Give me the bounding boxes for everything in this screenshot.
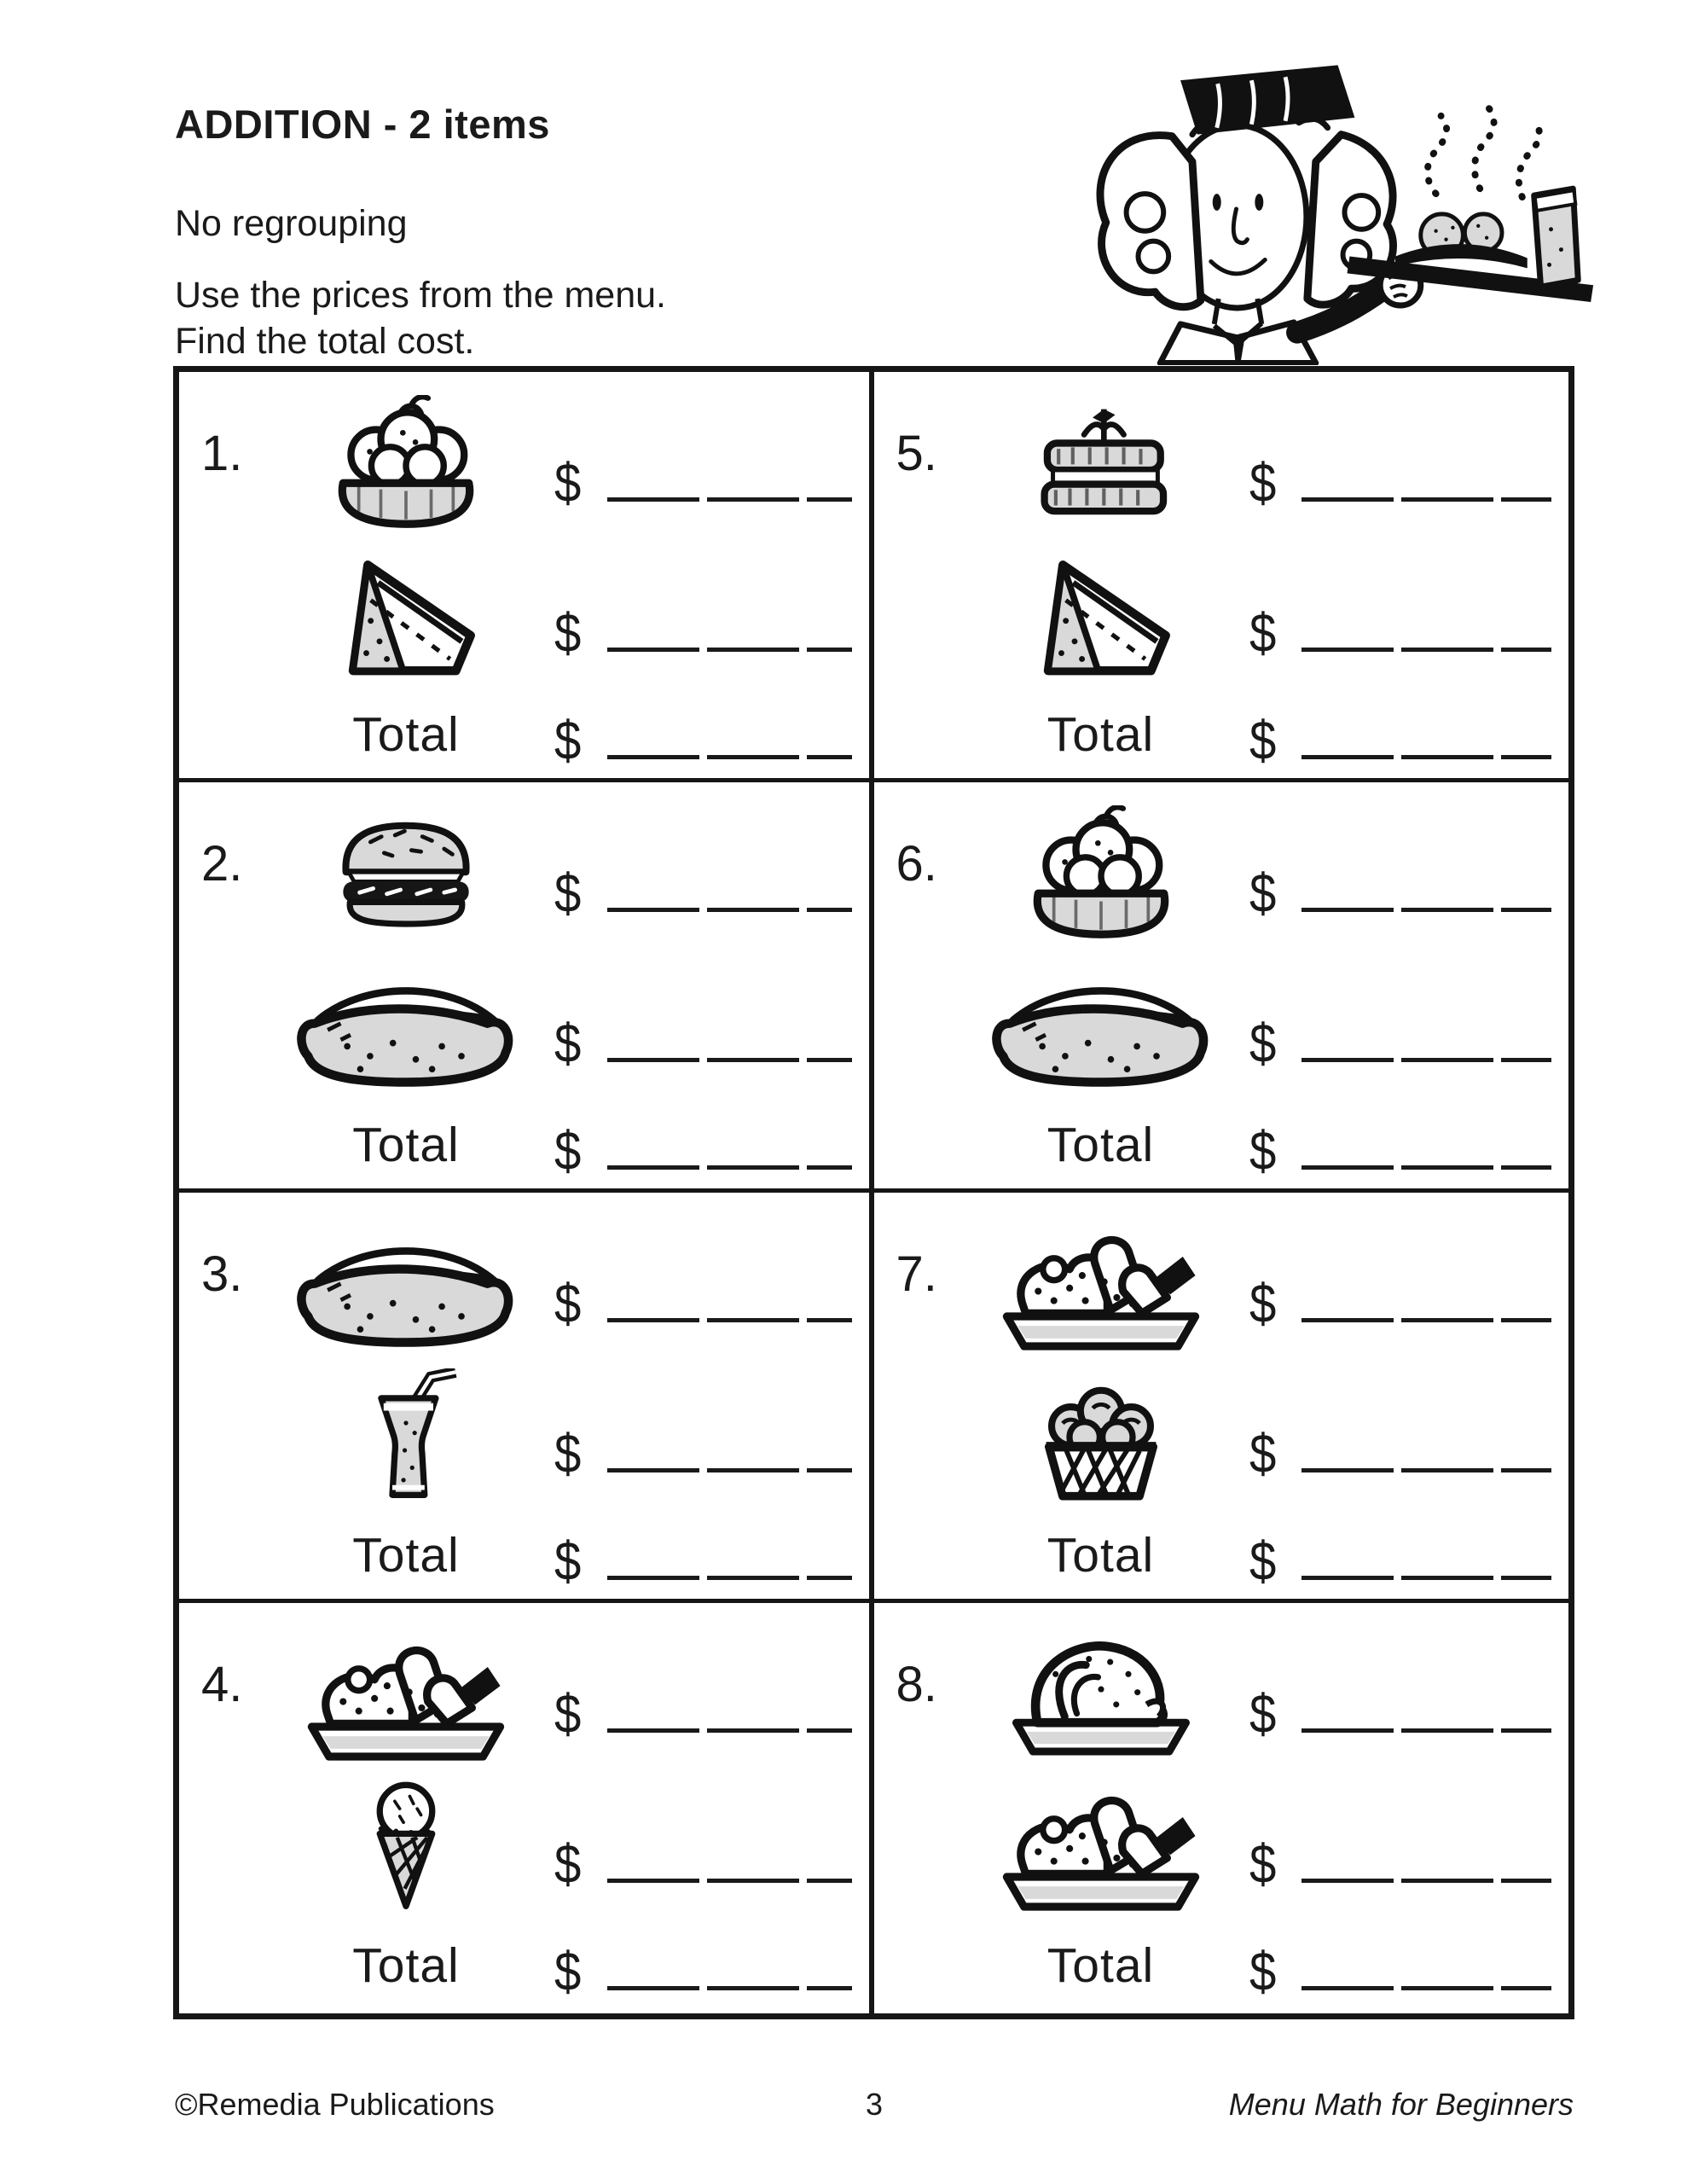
food-image [258,391,554,541]
price-blank[interactable] [1301,497,1551,502]
price-blank[interactable] [607,1468,852,1472]
hamburger-icon [324,815,488,938]
club-sandwich-icon [1016,395,1186,537]
item-row [874,1622,1569,1772]
total-blank[interactable] [1301,1986,1551,1990]
problem-cell-4 [179,1603,874,2013]
price-blank[interactable] [607,497,852,502]
item-row [874,1211,1569,1362]
food-image [953,1772,1249,1922]
price-blank[interactable] [1301,1318,1551,1322]
hot-dog-icon [987,961,1215,1092]
fried-chicken-platter-icon [991,1776,1211,1918]
dollar-sign: $ [1249,601,1276,664]
food-image [953,1362,1249,1512]
problem-cell-8 [874,1603,1569,2013]
footer-publisher: ©Remedia Publications [175,2087,495,2122]
waitress-illustration [979,43,1605,365]
price-blank[interactable] [607,908,852,912]
dollar-sign: $ [1249,1940,1276,2002]
total-entry [554,1512,869,1599]
total-blank[interactable] [1301,755,1551,759]
total-label: Total [1046,1938,1155,1993]
item-row [874,1362,1569,1512]
price-entry [554,1772,869,1922]
total-blank[interactable] [1301,1165,1551,1170]
food-image [258,1362,554,1512]
problem-number: 3. [201,1246,243,1302]
price-entry [1249,391,1569,541]
food-image [953,391,1249,541]
dollar-sign: $ [554,601,582,664]
total-blank[interactable] [1301,1576,1551,1580]
item-row [179,1772,869,1922]
ice-cream-cone-icon [350,1779,462,1916]
total-entry [1249,1101,1569,1188]
total-entry [554,1101,869,1188]
total-row [179,1101,869,1188]
fried-chicken-platter-icon [991,1216,1211,1357]
total-blank[interactable] [607,755,852,759]
dollar-sign: $ [554,709,582,771]
footer-page-number: 3 [865,2087,884,2122]
total-label: Total [352,1938,460,1993]
price-blank[interactable] [607,1879,852,1883]
price-blank[interactable] [1301,1728,1551,1733]
total-label: Total [1046,1118,1155,1172]
problem-number: 8. [896,1657,937,1712]
food-image [953,541,1249,691]
price-blank[interactable] [607,648,852,652]
instructions-line-1: Use the prices from the menu. [175,275,666,316]
total-row [874,1512,1569,1599]
ice-cream-sundae-icon [311,395,501,537]
total-row [179,691,869,778]
cake-slice-icon [1006,550,1196,682]
roast-turkey-icon [994,1629,1208,1765]
problem-number: 1. [201,426,243,481]
price-blank[interactable] [1301,648,1551,652]
food-image [953,801,1249,951]
price-entry [554,391,869,541]
price-blank[interactable] [607,1058,852,1062]
total-entry [554,1922,869,2009]
dollar-sign: $ [554,862,582,924]
dollar-sign: $ [1249,1119,1276,1182]
item-row [874,541,1569,691]
total-row [874,1922,1569,2009]
item-row [179,801,869,951]
total-row [874,1101,1569,1188]
total-entry [554,691,869,778]
problem-number: 2. [201,836,243,892]
price-entry [554,801,869,951]
fried-chicken-platter-icon [296,1626,516,1768]
food-image [258,541,554,691]
price-entry [1249,801,1569,951]
ice-cream-sundae-icon [1006,805,1196,947]
food-image [258,1622,554,1772]
page-title: ADDITION - 2 items [175,102,550,147]
roll-basket-icon [1018,1368,1184,1506]
dollar-sign: $ [1249,1272,1276,1334]
food-image [258,801,554,951]
total-label: Total [352,1118,460,1172]
total-blank[interactable] [607,1165,852,1170]
price-entry [1249,1362,1569,1512]
dollar-sign: $ [554,451,582,514]
price-blank[interactable] [1301,1468,1551,1472]
dollar-sign: $ [1249,1833,1276,1895]
total-entry [1249,1922,1569,2009]
price-entry [1249,1211,1569,1362]
price-blank[interactable] [1301,1058,1551,1062]
food-image [258,1772,554,1922]
problem-cell-5 [874,372,1569,782]
price-entry [1249,951,1569,1101]
dollar-sign: $ [554,1530,582,1592]
dollar-sign: $ [554,1012,582,1074]
food-image [953,1211,1249,1362]
food-image [953,951,1249,1101]
item-row [179,391,869,541]
item-row [179,951,869,1101]
price-entry [554,541,869,691]
food-image [953,1622,1249,1772]
problem-number: 7. [896,1246,937,1302]
problem-cell-1 [179,372,874,782]
dollar-sign: $ [1249,1012,1276,1074]
price-entry [1249,541,1569,691]
price-entry [554,1622,869,1772]
footer-book-title: Menu Math for Beginners [1228,2087,1574,2122]
total-label: Total [352,1528,460,1583]
total-entry [1249,691,1569,778]
price-blank[interactable] [607,1318,852,1322]
total-blank[interactable] [607,1986,852,1990]
page-footer [175,2087,1574,2123]
item-row [179,1362,869,1512]
dollar-sign: $ [554,1940,582,2002]
item-row [179,1211,869,1362]
dollar-sign: $ [554,1682,582,1745]
price-entry [554,1362,869,1512]
price-blank[interactable] [1301,908,1551,912]
problem-cell-6 [874,782,1569,1193]
item-row [874,391,1569,541]
soda-glass-icon [344,1368,468,1505]
total-row [179,1922,869,2009]
dollar-sign: $ [1249,862,1276,924]
food-image [258,1211,554,1362]
total-label: Total [1046,707,1155,762]
price-entry [1249,1622,1569,1772]
dollar-sign: $ [554,1119,582,1182]
price-blank[interactable] [1301,1879,1551,1883]
total-row [874,691,1569,778]
problem-number: 4. [201,1657,243,1712]
instructions-line-2: Find the total cost. [175,321,475,362]
dollar-sign: $ [554,1833,582,1895]
problems-grid [173,366,1574,2019]
cake-slice-icon [311,550,501,682]
price-entry [554,951,869,1101]
food-image [258,951,554,1101]
problem-cell-3 [179,1193,874,1603]
total-entry [1249,1512,1569,1599]
problem-number: 6. [896,836,937,892]
item-row [874,951,1569,1101]
problem-cell-7 [874,1193,1569,1603]
item-row [874,1772,1569,1922]
total-label: Total [1046,1528,1155,1583]
total-row [179,1512,869,1599]
dollar-sign: $ [1249,1530,1276,1592]
price-entry [554,1211,869,1362]
dollar-sign: $ [554,1272,582,1334]
dollar-sign: $ [1249,1682,1276,1745]
price-blank[interactable] [607,1728,852,1733]
problem-number: 5. [896,426,937,481]
dollar-sign: $ [1249,709,1276,771]
item-row [179,541,869,691]
item-row [179,1622,869,1772]
hot-dog-icon [292,961,520,1092]
price-entry [1249,1772,1569,1922]
problem-cell-2 [179,782,874,1193]
hot-dog-icon [292,1222,520,1352]
item-row [874,801,1569,951]
page-subtitle: No regrouping [175,203,408,244]
dollar-sign: $ [1249,1422,1276,1484]
total-blank[interactable] [607,1576,852,1580]
dollar-sign: $ [554,1422,582,1484]
dollar-sign: $ [1249,451,1276,514]
total-label: Total [352,707,460,762]
